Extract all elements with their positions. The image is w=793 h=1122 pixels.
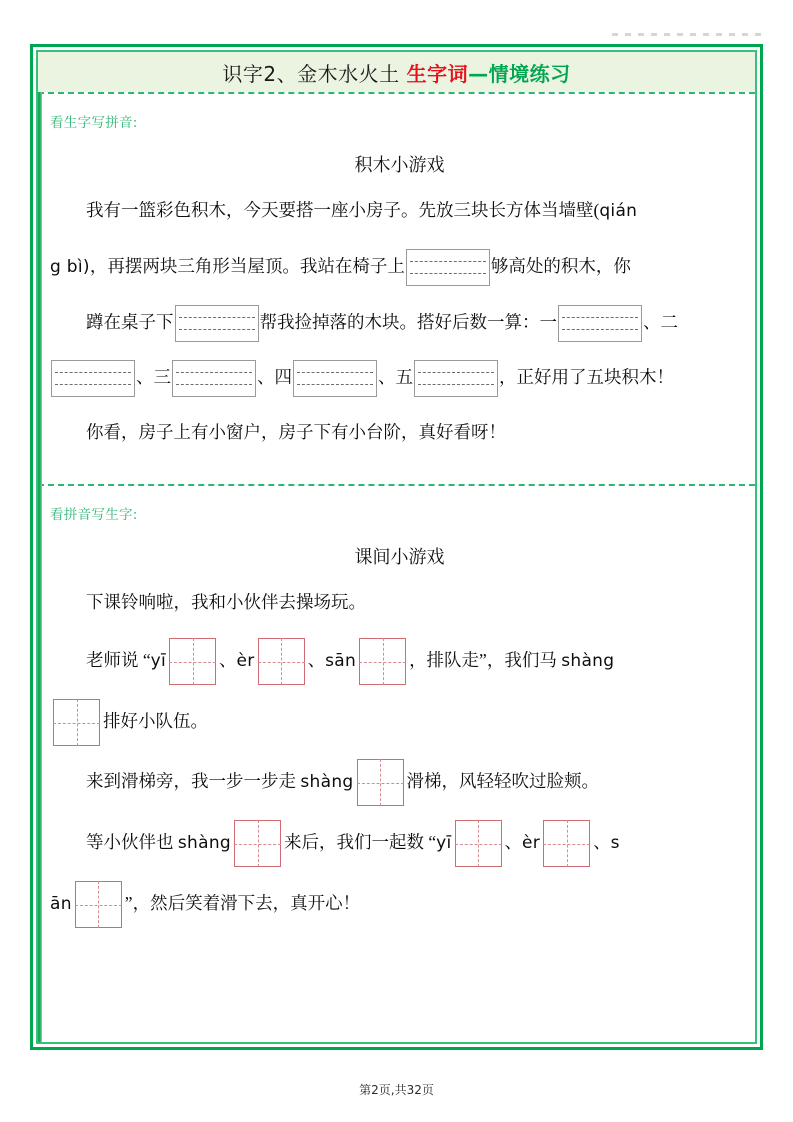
passage-text: ”，然后笑着滑下去，真开心！ (124, 893, 361, 913)
character-writing-box[interactable] (234, 820, 281, 867)
passage-text: 来后，我们一起数 “ (284, 832, 437, 852)
pinyin-text: èr (522, 833, 541, 853)
pinyin-text: shàng (177, 833, 231, 853)
passage-line (50, 751, 749, 812)
passage-line (50, 405, 749, 460)
pinyin-text: èr (236, 651, 255, 671)
character-writing-box[interactable] (359, 638, 406, 685)
section-divider (38, 484, 755, 486)
left-accent-bar (38, 92, 42, 1042)
passage-line (50, 239, 749, 295)
passage-text: 、 (504, 832, 523, 852)
page-title-highlight: 生字词 (406, 61, 469, 86)
passage-text: 来到滑梯旁，我一步一步走 (86, 771, 301, 791)
passage-text: 帮我捡掉落的木块。搭好后数一算：一 (259, 312, 557, 332)
passage-title-1: 积木小游戏 (354, 155, 445, 175)
passage-line (50, 873, 749, 934)
passage-text: 排好小队伍。 (103, 711, 208, 731)
pinyin-text: ān (50, 894, 72, 914)
passage-text: 老师说 “ (86, 650, 151, 670)
pinyin-text: qián (599, 201, 638, 221)
passage-text: ，排队走”，我们马 (409, 650, 562, 670)
pinyin-text: sān (325, 651, 357, 671)
pinyin-writing-box[interactable] (293, 360, 377, 397)
pinyin-text: yī (436, 833, 452, 853)
passage-line (50, 812, 749, 873)
character-writing-box[interactable] (357, 759, 404, 806)
passage-text: 等小伙伴也 (86, 832, 178, 852)
character-writing-box[interactable] (53, 699, 100, 746)
passage-line (50, 691, 749, 751)
section-divider-top (38, 92, 755, 94)
pinyin-text: shàng (300, 772, 354, 792)
scan-artifact (612, 33, 762, 36)
passage-line (50, 350, 749, 405)
passage-text: 、五 (378, 367, 413, 387)
passage-text: 蹲在桌子下 (86, 312, 174, 332)
passage-text: 够高处的积木，你 (490, 256, 631, 276)
page-title (222, 58, 570, 87)
passage-title-2: 课间小游戏 (354, 547, 445, 567)
passage-text: 、二 (643, 312, 678, 332)
pinyin-text: shàng (561, 651, 615, 671)
title-banner (38, 52, 755, 92)
pinyin-text: yī (150, 651, 167, 671)
pinyin-writing-box[interactable] (51, 360, 135, 397)
character-writing-box[interactable] (258, 638, 305, 685)
worksheet-content (38, 52, 755, 1042)
passage-text: 、三 (136, 367, 171, 387)
passage-text: 你看，房子上有小窗户，房子下有小台阶，真好看呀！ (86, 422, 506, 442)
section-label-2: 看拼音写生字: (50, 507, 138, 523)
page-title-lesson: 识字2、金木水火土 (222, 61, 400, 86)
passage-text: 下课铃响啦，我和小伙伴去操场玩。 (86, 592, 366, 612)
pinyin-writing-box[interactable] (172, 360, 256, 397)
passage-line (50, 575, 749, 630)
section-label-1: 看生字写拼音: (50, 115, 138, 131)
pinyin-writing-box[interactable] (175, 305, 259, 342)
passage-text: ，再摆两块三角形当屋顶。我站在椅子上 (89, 256, 405, 276)
passage-text: 、 (307, 650, 326, 670)
pinyin-writing-box[interactable] (406, 249, 490, 286)
pinyin-writing-box[interactable] (558, 305, 642, 342)
character-writing-box[interactable] (75, 881, 122, 928)
character-writing-box[interactable] (543, 820, 590, 867)
pinyin-writing-box[interactable] (414, 360, 498, 397)
sections-container (38, 111, 755, 934)
passage-line (50, 630, 749, 691)
passage-text: 、 (593, 832, 611, 852)
character-writing-box[interactable] (169, 638, 216, 685)
page-title-subtitle: —情境练习 (468, 61, 571, 86)
page-footer: 第2页,共32页 (359, 1083, 434, 1097)
passage-text: 滑梯，风轻轻吹过脸颊。 (406, 771, 599, 791)
passage-text: ，正好用了五块积木！ (499, 367, 674, 387)
pinyin-text: s (610, 833, 620, 853)
pinyin-text: g bì) (50, 257, 90, 277)
passage-text: 我有一篮彩色积木，今天要搭一座小房子。先放三块长方体当墙壁( (86, 200, 600, 220)
passage-line (50, 183, 749, 239)
passage-text: 、 (219, 650, 237, 670)
passage-text: 、四 (257, 367, 292, 387)
passage-line (50, 295, 749, 350)
character-writing-box[interactable] (455, 820, 502, 867)
